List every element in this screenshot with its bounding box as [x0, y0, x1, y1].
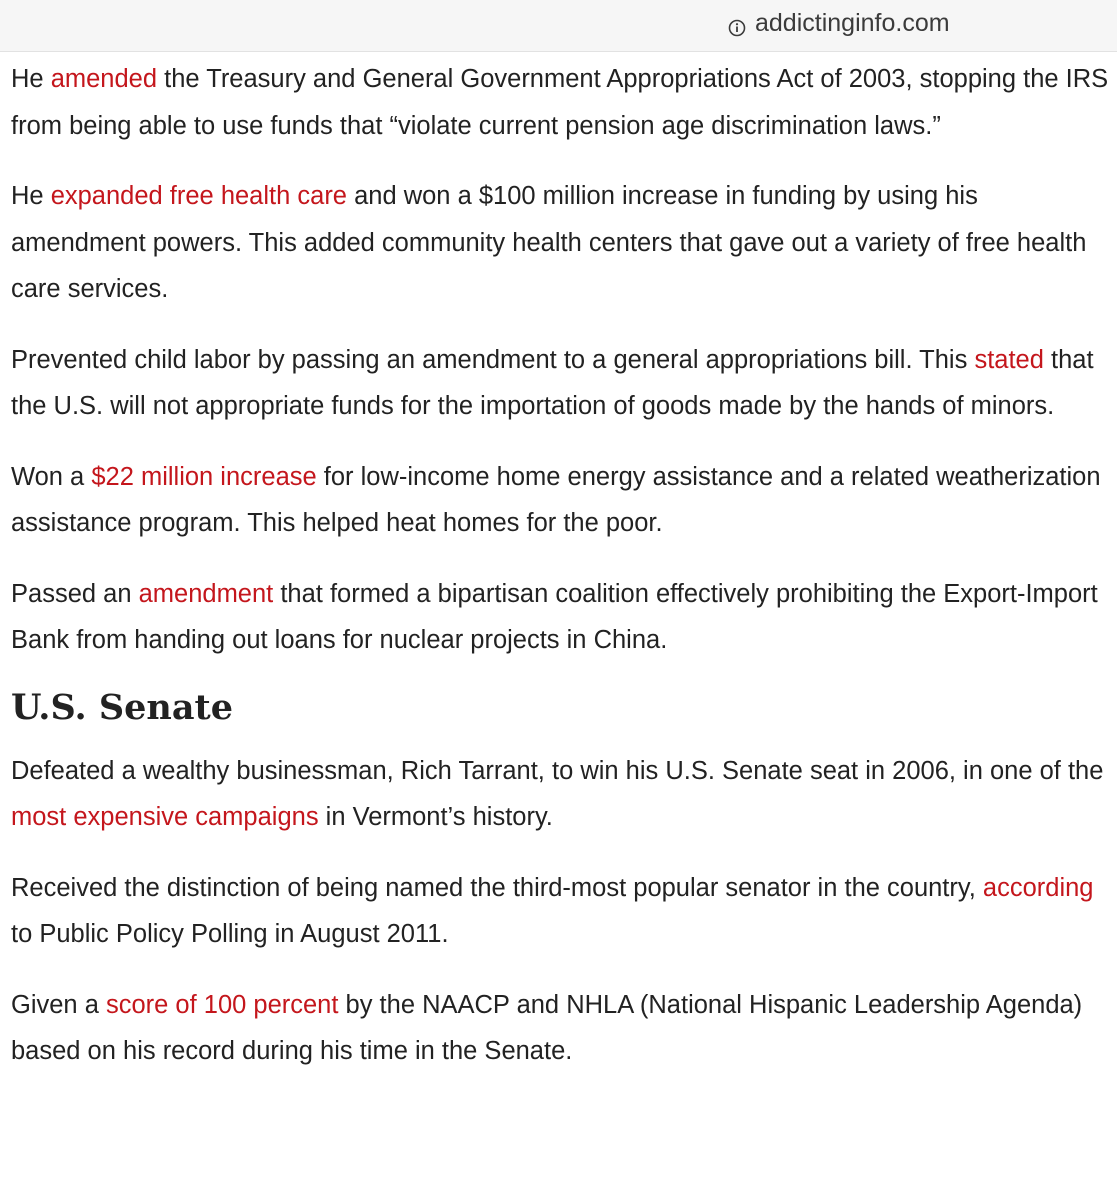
link-according[interactable]: according [982, 873, 1094, 902]
paragraph-popular-senator [11, 865, 1111, 958]
paragraph-text: He [11, 182, 51, 210]
paragraph-text: that the U.S. will not appropriate funds for the importation of goods made by the hands of minors. [11, 345, 1094, 420]
browser-url-bar[interactable] [0, 0, 1117, 52]
paragraph-text: Won a [11, 462, 92, 491]
section-heading-us-senate: U.S. Senate [11, 686, 233, 728]
paragraph-text: by the NAACP and NHLA (National Hispanic Leadership Agenda) based on his record during his time in the Senate. [11, 990, 1083, 1065]
paragraph-text: that formed a bipartisan coalition effectively prohibiting the Export-Import Bank from handing out loans for nuclear projects in China. [11, 579, 1098, 654]
paragraph-child-labor [11, 337, 1111, 430]
paragraph-text: and won a $100 million increase in funding by using his amendment powers. This added community health centers that gave out a variety of free health care services. [11, 182, 1087, 303]
paragraph-amended [11, 56, 1111, 149]
paragraph-text: Passed an [11, 579, 139, 608]
paragraph-text: He [11, 65, 51, 93]
link-22-million-increase[interactable]: $22 million increase [91, 462, 317, 491]
paragraph-text: Received the distinction of being named the third-most popular senator in the country, [11, 873, 983, 902]
site-address[interactable] [728, 9, 950, 38]
article-body [11, 56, 1111, 1075]
paragraph-text: Prevented child labor by passing an amendment to a general appropriations bill. This [11, 345, 975, 374]
paragraph-senate-seat [11, 748, 1111, 841]
paragraph-export-import [11, 571, 1111, 664]
paragraph-text: for low-income home energy assistance and a related weatherization assistance program. This helped heat homes for the poor. [11, 462, 1101, 537]
link-expanded-free-health-care[interactable]: expanded free health care [50, 182, 347, 210]
paragraph-text: Given a [11, 990, 106, 1019]
paragraph-energy-assistance [11, 454, 1111, 547]
site-domain: addictinginfo.com [755, 9, 950, 37]
paragraph-text: Defeated a wealthy businessman, Rich Tarrant, to win his U.S. Senate seat in 2006, in one of the [11, 756, 1104, 785]
paragraph-naacp-score [11, 982, 1111, 1075]
paragraph-text: the Treasury and General Government Appropriations Act of 2003, stopping the IRS from being able to use funds that “violate current pension age discrimination laws.” [11, 65, 1109, 140]
paragraph-text: to Public Policy Polling in August 2011. [11, 920, 449, 948]
link-amended[interactable]: amended [50, 65, 158, 93]
link-amendment[interactable]: amendment [138, 579, 274, 608]
link-stated[interactable]: stated [974, 345, 1044, 374]
link-most-expensive-campaigns[interactable]: most expensive campaigns [11, 803, 319, 831]
link-score-of-100-percent[interactable]: score of 100 percent [105, 990, 339, 1019]
paragraph-text: in Vermont’s history. [318, 803, 553, 831]
paragraph-health-care [11, 173, 1111, 313]
info-icon[interactable] [728, 15, 746, 33]
